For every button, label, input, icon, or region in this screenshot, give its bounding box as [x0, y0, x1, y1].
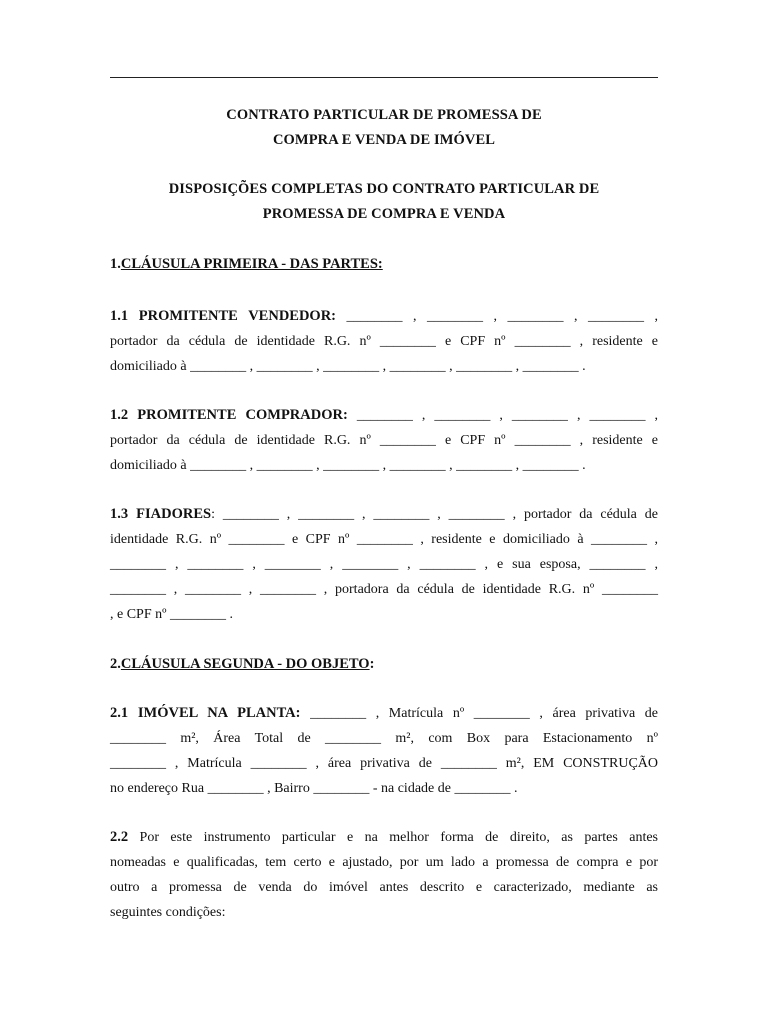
paragraph-2-1 [110, 701, 658, 801]
paragraph-2-2 [110, 825, 658, 925]
paragraph-2-2-line-1 [110, 825, 658, 850]
clause-1-number: 1. [110, 256, 121, 272]
paragraph-1-2-label: 1.2 PROMITENTE COMPRADOR: [110, 407, 348, 423]
paragraph-1-3-line-3: ________ , ________ , ________ , ________ , ________ , e sua esposa, ________ , [110, 557, 658, 572]
paragraph-2-1-line-2: ________ m², Área Total de ________ m², com Box para Estacionamento nº [110, 731, 658, 746]
paragraph-1-3-line-4: ________ , ________ , ________ , portadora da cédula de identidade R.G. nº ________ [110, 582, 658, 597]
paragraph-2-2-line-4: seguintes condições: [110, 905, 226, 920]
paragraph-2-2-line-3: outro a promessa de venda do imóvel antes descrito e caracterizado, mediante as [110, 880, 658, 895]
document-title [110, 103, 658, 153]
title-line-2: COMPRA E VENDA DE IMÓVEL [272, 132, 496, 148]
paragraph-1-2 [110, 403, 658, 478]
document-subtitle [110, 177, 658, 227]
clause-2-colon: : [369, 656, 375, 672]
paragraph-1-3-line-5: , e CPF nº ________ . [110, 607, 233, 622]
paragraph-2-1-line-3: ________ , Matrícula ________ , área privativa de ________ m², EM CONSTRUÇÃO [110, 756, 658, 771]
paragraph-1-1-line-1 [110, 304, 658, 329]
paragraph-2-1-line-1 [110, 701, 658, 726]
subtitle-line-1: DISPOSIÇÕES COMPLETAS DO CONTRATO PARTICULAR DE [168, 181, 600, 197]
paragraph-2-1-line-4: no endereço Rua ________ , Bairro ________ - na cidade de ________ . [110, 781, 518, 796]
paragraph-2-1-label: 2.1 IMÓVEL NA PLANTA: [110, 705, 301, 721]
paragraph-1-1-label: 1.1 PROMITENTE VENDEDOR: [110, 308, 337, 324]
paragraph-2-1-line-1-text: ________ , Matrícula nº ________ , área privativa de [300, 706, 658, 721]
subtitle-line-2: PROMESSA DE COMPRA E VENDA [262, 206, 506, 222]
paragraph-1-3-label: 1.3 FIADORES [110, 506, 212, 522]
paragraph-1-1-line-1-text: ________ , ________ , ________ , ________ , [336, 309, 659, 324]
paragraph-1-3 [110, 502, 658, 627]
paragraph-1-3-line-1-text: : ________ , ________ , ________ , ________ , portador da cédula de [211, 507, 658, 522]
paragraph-1-1-line-2: portador da cédula de identidade R.G. nº ________ e CPF nº ________ , residente e [110, 334, 658, 349]
title-line-1: CONTRATO PARTICULAR DE PROMESSA DE [226, 107, 542, 123]
clause-1-title: CLÁUSULA PRIMEIRA - DAS PARTES: [120, 256, 383, 272]
clause-2-heading [110, 655, 374, 673]
clause-1-heading [110, 255, 383, 273]
paragraph-1-2-line-3: domiciliado à ________ , ________ , ________ , ________ , ________ , ________ . [110, 458, 586, 473]
paragraph-1-2-line-1 [110, 403, 658, 428]
paragraph-1-3-line-1 [110, 502, 658, 527]
paragraph-1-3-line-2: identidade R.G. nº ________ e CPF nº ________ , residente e domiciliado à ________ , [110, 532, 658, 547]
paragraph-1-2-line-1-text: ________ , ________ , ________ , ________ , [347, 408, 658, 423]
clause-2-title: CLÁUSULA SEGUNDA - DO OBJETO [120, 656, 370, 672]
paragraph-1-2-line-2: portador da cédula de identidade R.G. nº ________ e CPF nº ________ , residente e [110, 433, 658, 448]
clause-2-number: 2. [110, 656, 121, 672]
paragraph-1-1-line-3: domiciliado à ________ , ________ , ________ , ________ , ________ , ________ . [110, 359, 586, 374]
paragraph-2-2-line-2: nomeadas e qualificadas, tem certo e ajustado, por um lado a promessa de compra e por [110, 855, 658, 870]
paragraph-2-2-line-1-text: Por este instrumento particular e na melhor forma de direito, as partes antes [128, 830, 658, 845]
paragraph-1-1 [110, 304, 658, 379]
header-rule [110, 77, 658, 78]
paragraph-2-2-label: 2.2 [110, 829, 129, 845]
